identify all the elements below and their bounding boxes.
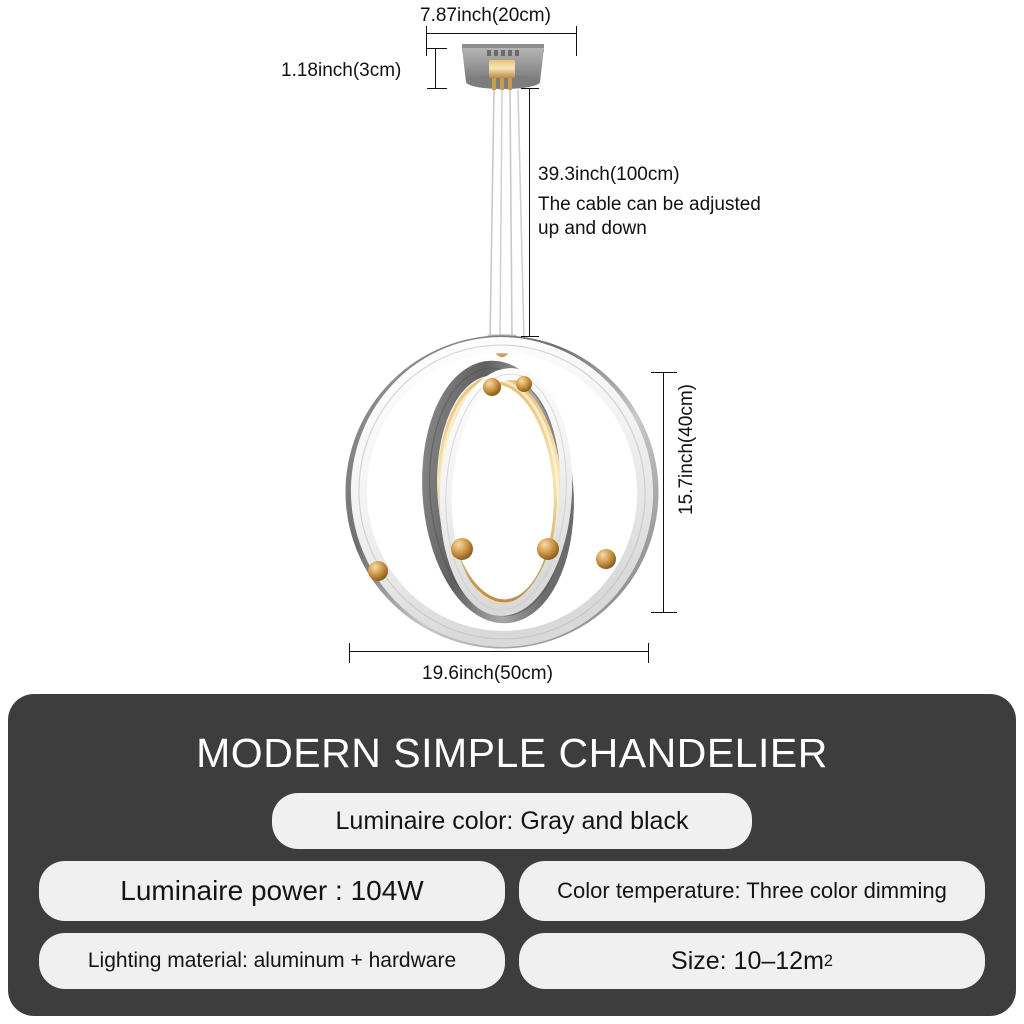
cable-note-line-2: up and down xyxy=(538,218,647,239)
spec-lighting-material: Lighting material: aluminum + hardware xyxy=(39,933,505,989)
canopy-width-tick-right xyxy=(576,26,577,56)
fixture-width-rule xyxy=(349,651,648,652)
fixture-width-tick-right xyxy=(648,643,649,663)
fixture-height-tick-bottom xyxy=(651,612,677,613)
spec-row-color xyxy=(32,793,992,849)
canopy-height-label: 1.18inch(3cm) xyxy=(281,60,402,81)
cable-length-label: 39.3inch(100cm) xyxy=(538,164,680,185)
cable-length-rule xyxy=(529,88,530,336)
spec-size-text: Size: 10–12m xyxy=(671,946,824,975)
fixture-width-label: 19.6inch(50cm) xyxy=(422,663,553,684)
spec-color-temperature: Color temperature: Three color dimming xyxy=(519,861,985,921)
cable-note-line-1: The cable can be adjusted xyxy=(538,194,761,215)
cable-length-tick-top xyxy=(521,88,539,89)
spec-row-material-size xyxy=(32,933,992,989)
fixture-height-rule xyxy=(663,372,664,612)
page-title: MODERN SIMPLE CHANDELIER xyxy=(196,730,828,776)
canopy-height-rule xyxy=(435,48,436,88)
fixture-width-tick-left xyxy=(349,643,350,663)
canopy-height-tick-bottom xyxy=(427,88,447,89)
canopy-width-tick-left xyxy=(426,26,427,56)
suspension-cables xyxy=(490,90,524,340)
canopy-height-tick-top xyxy=(427,48,447,49)
fixture-height-label: 15.7inch(40cm) xyxy=(676,384,697,515)
ceiling-canopy xyxy=(462,44,544,90)
spec-luminaire-color: Luminaire color: Gray and black xyxy=(272,793,752,849)
fixture-height-tick-top xyxy=(651,372,677,373)
spec-size xyxy=(519,933,985,989)
spec-row-power-temperature xyxy=(32,861,992,921)
canopy-width-rule xyxy=(426,33,576,34)
cable-length-tick-bottom xyxy=(521,336,539,337)
canopy-width-label: 7.87inch(20cm) xyxy=(420,5,551,26)
product-info-panel xyxy=(8,694,1016,1016)
spec-size-superscript: 2 xyxy=(823,951,833,970)
gold-connector-balls xyxy=(368,376,616,581)
spec-luminaire-power: Luminaire power : 104W xyxy=(39,861,505,921)
